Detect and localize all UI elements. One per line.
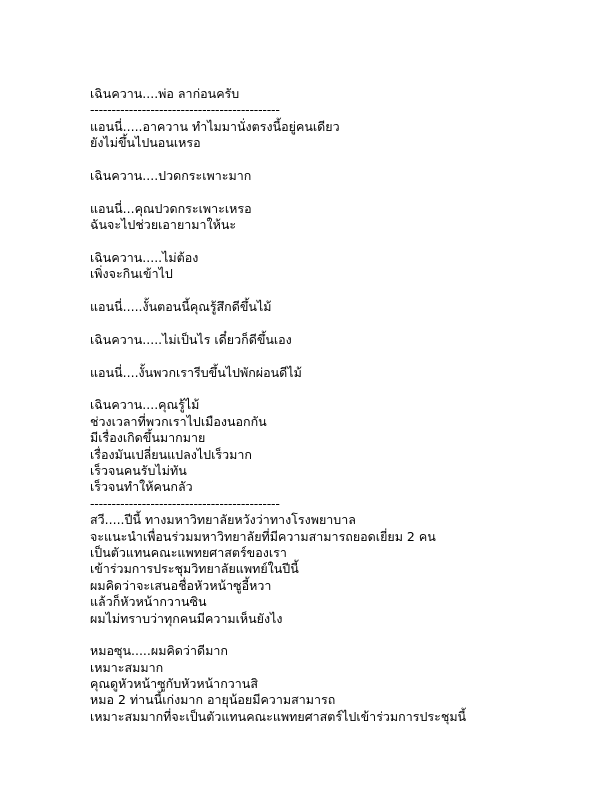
text-line: ช่วงเวลาที่พวกเราไปเมืองนอกกัน [90, 413, 267, 429]
blank-line [90, 348, 580, 364]
text-line: เหมาะสมมากที่จะเป็นตัวแทนคณะแพทยศาสตร์ไปเข้าร่วมการประชุมนี้ [90, 708, 467, 724]
blank-line [90, 234, 580, 250]
text-line: เฉินควาน.....ไม่เป็นไร เดี๋ยวก็ดีขึ้นเอง [90, 331, 292, 347]
text-line: เฉินควาน....ปวดกระเพาะมาก [90, 167, 252, 183]
text-line: ผมไม่ทราบว่าทุกคนมีความเห็นยังไง [90, 610, 283, 626]
text-line: แอนนี่...คุณปวดกระเพาะเหรอ [90, 200, 252, 216]
text-line: หมอซุน.....ผมคิดว่าดีมาก [90, 643, 228, 659]
text-line: จะแนะนำเพื่อนร่วมมหาวิทยาลัยที่มีความสามารถยอดเยี่ยม 2 คน [90, 528, 436, 544]
text-line: ฉันจะไปช่วยเอายามาให้นะ [90, 217, 237, 233]
text-line: มีเรื่องเกิดขึ้นมากมาย [90, 430, 206, 446]
text-line: ผมคิดว่าจะเสนอชื่อหัวหน้าซูอี้หวา [90, 577, 272, 593]
text-line: ยังไม่ขึ้นไปนอนเหรอ [90, 135, 201, 151]
blank-line [90, 627, 580, 643]
text-line: แอนนี่.....อาควาน ทำไมมานั่งตรงนี้อยู่คนเดียว [90, 118, 340, 134]
separator-line: -------------------------------------------- [90, 102, 280, 118]
text-line: เหมาะสมมาก [90, 659, 164, 675]
text-line: เป็นตัวแทนคณะแพทยศาสตร์ของเรา [90, 544, 287, 560]
blank-line [90, 315, 580, 331]
text-line: เฉินควาน.....ไม่ต้อง [90, 249, 199, 265]
separator-line: -------------------------------------------- [90, 495, 280, 511]
text-line: เร็วจนคนรับไม่ทัน [90, 462, 187, 478]
document-body [90, 86, 580, 725]
text-line: เฉินควาน....พ่อ ลาก่อนครับ [90, 86, 240, 101]
text-line: เพิ่งจะกินเข้าไป [90, 266, 173, 282]
text-line: แอนนี่....งั้นพวกเรารีบขึ้นไปพักผ่อนดีไม้ [90, 364, 302, 380]
text-line: เรื่องมันเปลี่ยนแปลงไปเร็วมาก [90, 446, 252, 462]
text-line: เร็วจนทำให้คนกลัว [90, 479, 193, 495]
text-line: แอนนี่.....งั้นตอนนี้คุณรู้สึกดีขึ้นไม้ [90, 299, 272, 315]
text-line: สวี.....ปีนี้ ทางมหาวิทยาลัยหวังว่าทางโรงพยาบาล [90, 512, 356, 528]
text-line: หมอ 2 ท่านนี้เก่งมาก อายุน้อยมีความสามารถ [90, 692, 336, 708]
text-line: แล้วก็หัวหน้ากวานซิน [90, 594, 207, 610]
blank-line [90, 381, 580, 397]
text-line: เข้าร่วมการประชุมวิทยาลัยแพทย์ในปีนี้ [90, 561, 299, 577]
blank-line [90, 152, 580, 168]
text-line: เฉินควาน....คุณรู้ไม้ [90, 397, 200, 413]
blank-line [90, 184, 580, 200]
text-line: คุณดูหัวหน้าซูกับหัวหน้ากวานสิ [90, 676, 258, 692]
blank-line [90, 283, 580, 299]
